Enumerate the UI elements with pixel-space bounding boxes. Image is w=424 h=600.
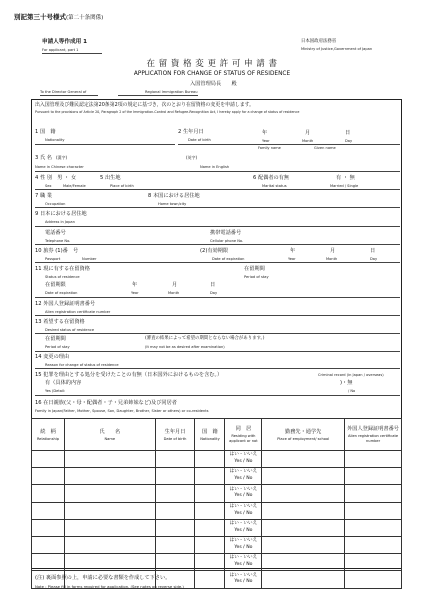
table-cell[interactable] xyxy=(195,554,225,571)
table-cell[interactable] xyxy=(155,536,195,553)
day-label-en: Day xyxy=(370,257,378,261)
form-number: 別記第三十号様式(第二十条関係) xyxy=(14,13,104,21)
desired-status-label: 13 希望する在留資格 xyxy=(35,319,85,325)
stay-period-label: 在留期間 xyxy=(244,266,265,272)
table-cell[interactable] xyxy=(345,571,402,588)
yes-no-en: Yes / No xyxy=(234,459,253,465)
yes-no-jp: はい・いいえ xyxy=(229,452,258,458)
table-cell[interactable] xyxy=(262,468,345,485)
table-cell[interactable] xyxy=(32,554,65,571)
table-cell[interactable] xyxy=(155,468,195,485)
year-label-en: Year xyxy=(288,257,296,261)
desired-period-label: 在留期間 xyxy=(45,336,66,342)
cellphone-label: 携帯電話番号 xyxy=(210,230,242,236)
residing-cell[interactable] xyxy=(225,485,262,502)
occupation-label: 7 職 業 xyxy=(35,193,52,199)
hometown-label-en: Home town/city xyxy=(158,202,187,206)
phone-label: 電話番号 xyxy=(45,230,66,236)
address-label-en: Address in Japan xyxy=(45,220,75,224)
dob-label-en: Date of birth xyxy=(188,138,211,142)
cellphone-label-en: Cellular phone No. xyxy=(210,239,244,243)
name-label: 3 氏 名 (漢字) xyxy=(35,155,68,161)
birthplace-label: 5 出生地 xyxy=(100,175,121,181)
sex-options: Male/Female xyxy=(63,184,86,188)
table-cell[interactable] xyxy=(262,519,345,536)
table-row xyxy=(32,519,402,536)
table-cell[interactable] xyxy=(262,536,345,553)
desired-period-note-en: (It may not be as desired after examination) xyxy=(145,345,225,349)
sex-label-en: Sex xyxy=(45,184,52,188)
addressee: 入国管理局長 殿 xyxy=(190,81,237,87)
family-table xyxy=(31,418,402,589)
birthplace-label-en: Place of birth xyxy=(110,184,134,188)
residing-cell[interactable] xyxy=(225,502,262,519)
hometown-label: 8 本国における居住地 xyxy=(148,193,200,199)
nationality-label-en: Nationality xyxy=(45,138,65,142)
desired-period-label-en: Period of stay xyxy=(45,345,70,349)
reason-label-en: Reason for change of status of residence xyxy=(45,363,119,367)
desired-period-note: (審査の結果によって希望の期間とならない場合があります。) xyxy=(145,336,265,341)
current-status-label-en: Status of residence xyxy=(45,275,80,279)
month-label: 月 xyxy=(330,248,336,254)
table-row xyxy=(32,485,402,502)
yes-no-en: Yes / No xyxy=(234,476,253,482)
intro-text: 出入国管理及び難民認定法第20条第2項の規定に基づき，次のとおり在留資格の変更を申請します。 xyxy=(35,102,255,108)
english-name-tag: (英字) xyxy=(186,155,198,160)
marital-label: 6 配偶者の有無 xyxy=(253,175,290,181)
to-director: To the Director General of xyxy=(40,90,87,94)
table-cell[interactable] xyxy=(32,502,65,519)
ministry-name: 日本国政府法務省 xyxy=(301,39,337,44)
table-cell[interactable] xyxy=(345,519,402,536)
given-name-label: Given name xyxy=(314,146,336,150)
family-in-japan-label-en: Family in Japan(Father, Mother, Spouse, Son, Daughter, Brother, Sister or others) or co-residents xyxy=(35,409,209,413)
month-label-en: Month xyxy=(168,291,180,295)
table-cell[interactable] xyxy=(345,451,402,468)
phone-label-en: Telephone No. xyxy=(45,239,71,243)
criminal-detail-end: )・無 xyxy=(340,380,353,386)
table-cell[interactable] xyxy=(345,554,402,571)
stay-period-label-en: Period of stay xyxy=(244,275,269,279)
year-label: 年 xyxy=(262,130,268,136)
col-workplace: 勤務先・通学先 Place of employment/ school xyxy=(262,419,345,451)
reason-label: 14 変更の理由 xyxy=(35,354,70,360)
day-label-en: Day xyxy=(210,291,218,295)
table-cell[interactable] xyxy=(64,468,155,485)
table-cell[interactable] xyxy=(195,519,225,536)
copy-label-en: For applicant, part 1 xyxy=(42,48,79,52)
table-cell[interactable] xyxy=(64,502,155,519)
family-in-japan-label: 16 在日親族(父・母・配偶者・子・兄弟姉妹など)及び同居者 xyxy=(35,400,177,406)
year-label-en: Year xyxy=(131,291,139,295)
table-header-row xyxy=(32,419,402,451)
residing-cell[interactable] xyxy=(225,468,262,485)
table-cell[interactable] xyxy=(262,451,345,468)
month-label: 月 xyxy=(172,282,178,288)
year-label: 年 xyxy=(290,248,296,254)
table-cell[interactable] xyxy=(262,571,345,588)
ministry-name-en: Ministry of Justice,Government of Japan xyxy=(301,47,373,51)
table-cell[interactable] xyxy=(195,468,225,485)
table-cell[interactable] xyxy=(64,451,155,468)
marital-options-en: Married / Single xyxy=(330,184,359,188)
criminal-detail-label-en: Yes (Detail: xyxy=(45,389,66,393)
form-title-en: APPLICATION FOR CHANGE OF STATUS OF RESIDENCE xyxy=(133,71,291,77)
yes-no-jp: はい・いいえ xyxy=(229,520,258,526)
yes-no-en: Yes / No xyxy=(234,579,253,585)
footer-note-en: Note : Please fill in forms required for application. (See notes on reverse side.) xyxy=(35,584,184,589)
stay-expiry-label: 在留期限 xyxy=(45,282,66,288)
table-row xyxy=(32,554,402,571)
criminal-detail-label: 有（具体的内容 xyxy=(45,380,82,386)
passport-expiry-label-en: Date of expiration xyxy=(212,257,245,261)
alien-reg-label: 12 外国人登録証明書番号 xyxy=(35,301,96,307)
criminal-record-label: 15 犯罪を理由とする処分を受けたことの有無（日本国外におけるものを含む。） xyxy=(35,372,223,378)
residing-cell[interactable] xyxy=(225,554,262,571)
passport-number-label: Number xyxy=(82,257,97,261)
table-cell[interactable] xyxy=(155,519,195,536)
table-cell[interactable] xyxy=(262,485,345,502)
occupation-label-en: Occupation xyxy=(45,202,66,206)
criminal-record-label-en: Criminal record (in Japan / overseas) xyxy=(318,373,384,377)
stay-expiry-label-en: Date of expiration xyxy=(45,291,78,295)
col-dob: 生年月日 Date of birth xyxy=(155,419,195,451)
day-label: 日 xyxy=(345,130,351,136)
passport-label-en: Passport xyxy=(45,257,61,261)
table-cell[interactable] xyxy=(32,468,65,485)
table-cell[interactable] xyxy=(32,485,65,502)
table-cell[interactable] xyxy=(64,519,155,536)
col-relationship: 続 柄 Relationship xyxy=(32,419,65,451)
yes-no-en: Yes / No xyxy=(234,545,253,551)
table-cell[interactable] xyxy=(64,536,155,553)
yes-no-jp: はい・いいえ xyxy=(229,538,258,544)
day-label-en: Day xyxy=(345,139,353,143)
alien-reg-label-en: Alien registration certificate number xyxy=(45,310,111,314)
table-row xyxy=(32,451,402,468)
sex-label: 4 性 別 男 ・ 女 xyxy=(35,175,77,181)
marital-label-en: Marital status xyxy=(262,184,287,188)
yes-no-en: Yes / No xyxy=(234,493,253,499)
day-label: 日 xyxy=(210,282,216,288)
table-cell[interactable] xyxy=(32,519,65,536)
col-residing: 同 居 Residing with applicant or not xyxy=(225,419,262,451)
yes-no-jp: はい・いいえ xyxy=(229,555,258,561)
yes-no-jp: はい・いいえ xyxy=(229,503,258,509)
nationality-label: 1 国 籍 xyxy=(35,129,56,135)
col-nationality: 国 籍 Nationality xyxy=(195,419,225,451)
table-cell[interactable] xyxy=(262,554,345,571)
year-label: 年 xyxy=(132,282,138,288)
table-cell[interactable] xyxy=(32,536,65,553)
table-row xyxy=(32,468,402,485)
table-cell[interactable] xyxy=(195,485,225,502)
criminal-no-label: / No xyxy=(348,389,356,393)
table-cell[interactable] xyxy=(345,502,402,519)
family-table-body xyxy=(32,451,402,589)
current-status-label: 11 現に有する在留資格 xyxy=(35,266,90,272)
table-row xyxy=(32,536,402,553)
table-cell[interactable] xyxy=(155,502,195,519)
table-cell[interactable] xyxy=(195,451,225,468)
table-cell[interactable] xyxy=(195,571,225,588)
table-cell[interactable] xyxy=(155,485,195,502)
table-cell[interactable] xyxy=(32,451,65,468)
english-name-label-en: Name in English xyxy=(200,165,230,169)
table-row xyxy=(32,502,402,519)
residing-cell[interactable] xyxy=(225,536,262,553)
family-name-label: Family name xyxy=(258,146,281,150)
table-cell[interactable] xyxy=(155,451,195,468)
day-label: 日 xyxy=(370,248,376,254)
table-cell[interactable] xyxy=(195,536,225,553)
table-cell[interactable] xyxy=(195,502,225,519)
table-cell[interactable] xyxy=(64,485,155,502)
yes-no-jp: はい・いいえ xyxy=(229,486,258,492)
dob-label: 2 生年月日 xyxy=(178,129,204,135)
copy-label: 申請人等作成用 1 xyxy=(42,39,87,45)
passport-expiry-label: (2)有効期限 xyxy=(200,248,229,254)
intro-text-en: Pursuant to the provisions of Article 20, Paragraph 2 of the Immigration-Control and Refugee-Recognition Act, I hereby apply for a change of status of residence xyxy=(35,110,300,114)
desired-status-label-en: Desired status of residence xyxy=(45,328,95,332)
table-cell[interactable] xyxy=(345,536,402,553)
bureau: Regional Immigration Bureau xyxy=(145,90,198,94)
passport-label: 10 旅券 (1)番 号 xyxy=(35,248,79,254)
yes-no-jp: はい・いいえ xyxy=(229,469,258,475)
col-alien-reg: 外国人登録証明書番号 Alien registration certificate number xyxy=(345,419,402,451)
col-name: 氏 名 Name xyxy=(64,419,155,451)
yes-no-en: Yes / No xyxy=(234,510,253,516)
residing-cell[interactable] xyxy=(225,519,262,536)
year-label-en: Year xyxy=(262,139,270,143)
form-title: 在 留 資 格 変 更 許 可 申 請 書 xyxy=(146,59,278,69)
table-cell[interactable] xyxy=(345,468,402,485)
yes-no-en: Yes / No xyxy=(234,562,253,568)
name-label-en: Name in Chinese character xyxy=(35,165,84,169)
address-label: 9 日本における居住地 xyxy=(35,211,87,217)
table-cell[interactable] xyxy=(262,502,345,519)
table-cell[interactable] xyxy=(345,485,402,502)
footer-note: (注) 裏面参照の上，申請に必要な書類を作成して下さい。 xyxy=(35,575,171,581)
month-label: 月 xyxy=(305,130,311,136)
marital-options: 有 ・ 無 xyxy=(336,175,355,181)
table-cell[interactable] xyxy=(64,554,155,571)
month-label-en: Month xyxy=(326,257,338,261)
month-label-en: Month xyxy=(302,139,314,143)
table-cell[interactable] xyxy=(155,554,195,571)
residing-cell[interactable] xyxy=(225,451,262,468)
residing-cell[interactable] xyxy=(225,571,262,588)
yes-no-jp: はい・いいえ xyxy=(229,572,258,578)
yes-no-en: Yes / No xyxy=(234,527,253,533)
